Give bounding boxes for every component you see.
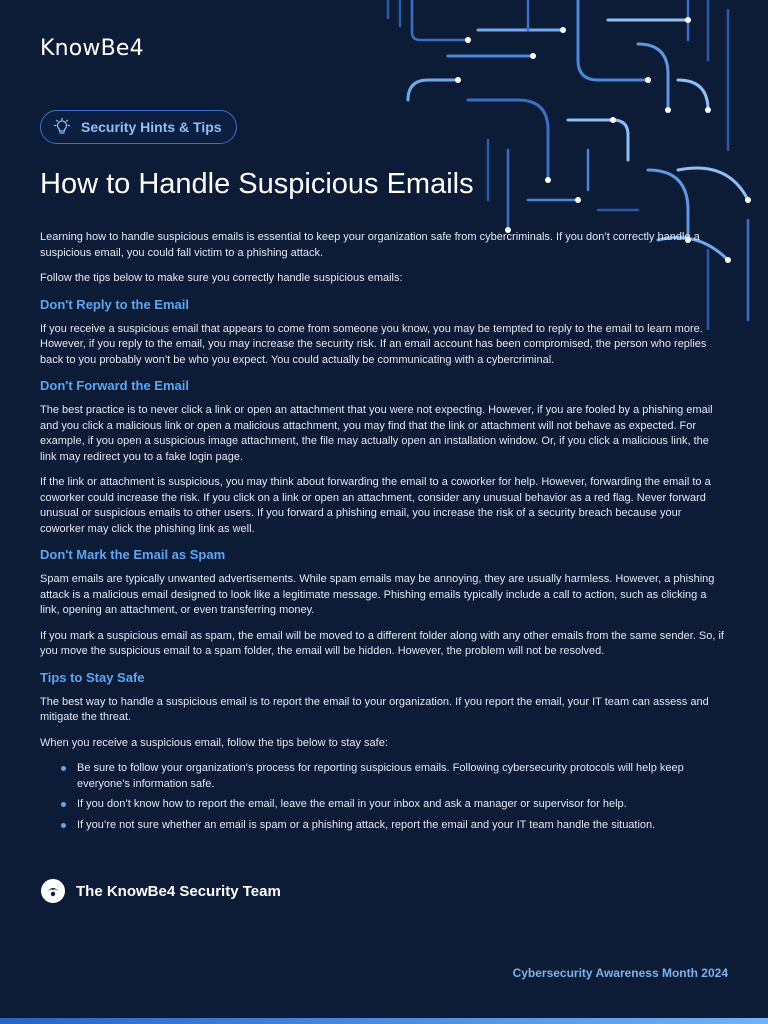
signature-name: The KnowBe4 Security Team bbox=[76, 882, 281, 900]
section-paragraph: If the link or attachment is suspicious, you may think about forwarding the email to a coworker for help. However, forwarding the email to a coworker could increase the risk. If you click on a link or open an attachment, consider any unusual behavior as a red flag. Never forward unusual or suspicious emails to other users. If you forward a phishing email, you increase the risk of a security breach because your coworker may click the phishing link as well. bbox=[40, 476, 711, 535]
bottom-accent-bar bbox=[0, 1018, 768, 1024]
signature bbox=[40, 878, 281, 904]
list-item: Be sure to follow your organization's process for reporting suspicious emails. Following cybersecurity protocols will help keep everyone’s information safe. bbox=[77, 761, 724, 792]
tips-list bbox=[40, 761, 724, 833]
intro-paragraph: Learning how to handle suspicious emails is essential to keep your organization safe from cybercriminals. If you don’t correctly handle a suspicious email, you could fall victim to a phishing attack. bbox=[40, 231, 700, 259]
footer-text: Cybersecurity Awareness Month 2024 bbox=[512, 966, 728, 980]
section-paragraph: When you receive a suspicious email, follow the tips below to stay safe: bbox=[40, 736, 388, 749]
section-badge bbox=[40, 110, 237, 144]
section-paragraph: Spam emails are typically unwanted advertisements. While spam emails may be annoying, they are usually harmless. However, a phishing attack is a malicious email designed to look like a legitimate message. Phishing emails typically include a call to action, such as clicking a link, opening an attachment, or even transferring money. bbox=[40, 573, 715, 616]
section-paragraph: The best practice is to never click a link or open an attachment that you were not expecting. However, if you are fooled by a phishing email and you click a malicious link or open a malicious attachment, you may find that the link or attachment will not behave as expected. For example, if you open a suspicious image attachment, the file may actually open an installation window. Or, if you click a malicious link, the link may redirect you to a fake login page. bbox=[40, 404, 713, 463]
section-paragraph: If you mark a suspicious email as spam, the email will be moved to a different folder along with any other emails from the same sender. So, if you move the suspicious email to a spam folder, the email will be hidden. However, the problem will not be resolved. bbox=[40, 629, 724, 657]
knowbe4-logo: KnowBe4 bbox=[40, 36, 144, 61]
section-paragraph: The best way to handle a suspicious email is to report the email to your organization. If you report the email, your IT team can assess and mitigate the threat. bbox=[40, 695, 709, 723]
knowbe4-mark-icon bbox=[40, 878, 66, 904]
section-paragraph: If you receive a suspicious email that appears to come from someone you know, you may be tempted to reply to the email to learn more. However, if you reply to the email, you may increase the security risk. If an email account has been compromised, the person who replies back to you probably won’t be who you expect. You could actually be communicating with a cybercriminal. bbox=[40, 322, 707, 366]
lightbulb-icon bbox=[53, 118, 71, 136]
intro-paragraph: Follow the tips below to make sure you correctly handle suspicious emails: bbox=[40, 272, 403, 284]
section-heading: Don't Forward the Email bbox=[40, 378, 189, 393]
section-heading: Don't Mark the Email as Spam bbox=[40, 547, 226, 562]
page-title: How to Handle Suspicious Emails bbox=[40, 168, 474, 200]
badge-label: Security Hints & Tips bbox=[81, 119, 222, 135]
section-heading: Don't Reply to the Email bbox=[40, 296, 189, 312]
list-item: If you don’t know how to report the email, leave the email in your inbox and ask a manager or supervisor for help. bbox=[77, 797, 724, 813]
section-heading: Tips to Stay Safe bbox=[40, 669, 145, 685]
list-item: If you’re not sure whether an email is spam or a phishing attack, report the email and your IT team handle the situation. bbox=[77, 818, 724, 834]
article-body bbox=[40, 230, 724, 838]
